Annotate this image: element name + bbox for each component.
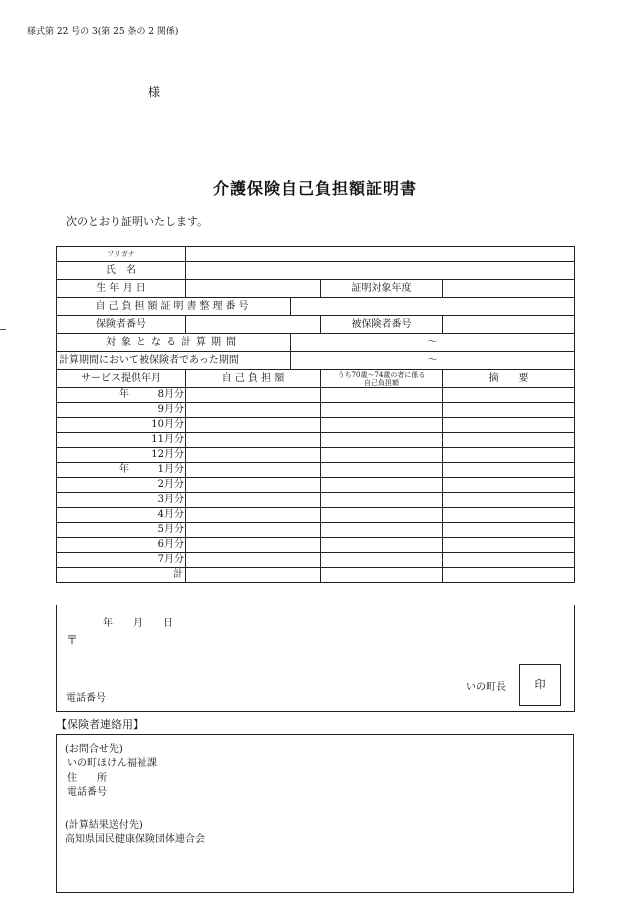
contact-phone-label: 電話番号 xyxy=(67,787,107,798)
month-row xyxy=(57,478,575,493)
month-age-70-74-cell[interactable] xyxy=(321,433,443,448)
cert-number-label: 自己負担額証明書整理番号 xyxy=(57,298,291,316)
month-year-label: 年 xyxy=(119,464,129,475)
birthdate-field[interactable] xyxy=(186,280,321,298)
inquiry-label: (お問合せ先) xyxy=(65,744,123,755)
contact-heading: 【保険者連絡用】 xyxy=(56,718,144,731)
cert-number-field[interactable] xyxy=(291,298,575,316)
month-age-70-74-cell[interactable] xyxy=(321,478,443,493)
month-row xyxy=(57,463,575,478)
seal-box: 印 xyxy=(519,664,561,706)
month-label-cell xyxy=(57,508,186,523)
month-row xyxy=(57,388,575,403)
total-age-cell[interactable] xyxy=(321,568,443,583)
month-label-cell xyxy=(57,448,186,463)
certification-date: 年 月 日 xyxy=(103,618,173,629)
month-remarks-cell[interactable] xyxy=(443,388,575,403)
month-remarks-cell[interactable] xyxy=(443,448,575,463)
month-row xyxy=(57,418,575,433)
month-remarks-cell[interactable] xyxy=(443,418,575,433)
form-number: 様式第 22 号の 3(第 25 条の 2 関係) xyxy=(27,27,179,37)
month-row xyxy=(57,538,575,553)
month-label-cell xyxy=(57,433,186,448)
calc-period-label: 対象となる計算期間 xyxy=(57,334,291,352)
insured-period-label: 計算期間において被保険者であった期間 xyxy=(57,352,291,370)
month-age-70-74-cell[interactable] xyxy=(321,538,443,553)
month-age-70-74-cell[interactable] xyxy=(321,463,443,478)
month-label: 10月分 xyxy=(151,419,184,430)
month-remarks-cell[interactable] xyxy=(443,463,575,478)
month-remarks-cell[interactable] xyxy=(443,553,575,568)
service-month-header: サービス提供年月 xyxy=(57,370,186,388)
document-title: 介護保険自己負担額証明書 xyxy=(212,179,417,198)
furigana-label: フリガナ xyxy=(57,247,186,262)
department-name: いの町ほけん福祉課 xyxy=(67,758,157,769)
name-field[interactable] xyxy=(186,262,575,280)
month-label: 11月分 xyxy=(151,434,184,445)
month-label-cell xyxy=(57,523,186,538)
phone-label: 電話番号 xyxy=(66,693,106,704)
insured-number-label: 被保険者番号 xyxy=(321,316,443,334)
postal-mark: 〒 xyxy=(66,633,79,647)
month-row xyxy=(57,448,575,463)
month-label-cell xyxy=(57,553,186,568)
month-self-pay-cell[interactable] xyxy=(186,478,321,493)
month-self-pay-cell[interactable] xyxy=(186,433,321,448)
month-row xyxy=(57,523,575,538)
target-year-field[interactable] xyxy=(443,280,575,298)
month-age-70-74-cell[interactable] xyxy=(321,418,443,433)
age-70-74-header xyxy=(321,370,443,388)
month-remarks-cell[interactable] xyxy=(443,478,575,493)
month-self-pay-cell[interactable] xyxy=(186,493,321,508)
insured-period-field[interactable]: ～ xyxy=(291,352,575,370)
month-self-pay-cell[interactable] xyxy=(186,418,321,433)
month-label-cell xyxy=(57,478,186,493)
target-year-label: 証明対象年度 xyxy=(321,280,443,298)
month-label: 2月分 xyxy=(157,479,184,490)
certificate-table xyxy=(56,246,575,583)
age-70-74-header-line1: うち70歳～74歳の者に係る xyxy=(337,370,426,379)
month-self-pay-cell[interactable] xyxy=(186,508,321,523)
month-row xyxy=(57,433,575,448)
month-self-pay-cell[interactable] xyxy=(186,538,321,553)
month-age-70-74-cell[interactable] xyxy=(321,523,443,538)
margin-mark xyxy=(0,329,6,330)
month-label: 3月分 xyxy=(157,494,184,505)
month-label-cell xyxy=(57,418,186,433)
month-year-label: 年 xyxy=(119,389,129,400)
calc-period-field[interactable]: ～ xyxy=(291,334,575,352)
insurer-number-label: 保険者番号 xyxy=(57,316,186,334)
month-label: 7月分 xyxy=(157,554,184,565)
addressee-suffix: 様 xyxy=(148,85,161,99)
month-self-pay-cell[interactable] xyxy=(186,553,321,568)
insured-number-field[interactable] xyxy=(443,316,575,334)
self-pay-header: 自 己 負 担 額 xyxy=(186,370,321,388)
remarks-header: 摘 要 xyxy=(443,370,575,388)
month-label: 5月分 xyxy=(157,524,184,535)
month-self-pay-cell[interactable] xyxy=(186,403,321,418)
total-self-pay-cell[interactable] xyxy=(186,568,321,583)
furigana-field[interactable] xyxy=(186,247,575,262)
address-label: 住 所 xyxy=(67,773,107,784)
month-remarks-cell[interactable] xyxy=(443,433,575,448)
month-row xyxy=(57,493,575,508)
month-label-cell xyxy=(57,403,186,418)
month-age-70-74-cell[interactable] xyxy=(321,553,443,568)
month-self-pay-cell[interactable] xyxy=(186,463,321,478)
send-to-label: (計算結果送付先) xyxy=(65,820,143,831)
month-remarks-cell[interactable] xyxy=(443,508,575,523)
month-label-cell xyxy=(57,463,186,478)
month-label: 12月分 xyxy=(151,449,184,460)
month-age-70-74-cell[interactable] xyxy=(321,508,443,523)
month-remarks-cell[interactable] xyxy=(443,538,575,553)
month-label: 8月分 xyxy=(157,389,184,400)
send-to-organization: 高知県国民健康保険団体連合会 xyxy=(65,834,205,845)
month-self-pay-cell[interactable] xyxy=(186,448,321,463)
birthdate-label: 生 年 月 日 xyxy=(57,280,186,298)
month-age-70-74-cell[interactable] xyxy=(321,403,443,418)
contact-box xyxy=(56,734,574,893)
month-label: 9月分 xyxy=(157,404,184,415)
month-row xyxy=(57,508,575,523)
total-label: 計 xyxy=(57,568,186,583)
month-remarks-cell[interactable] xyxy=(443,493,575,508)
month-label: 1月分 xyxy=(157,464,184,475)
month-self-pay-cell[interactable] xyxy=(186,388,321,403)
month-label: 4月分 xyxy=(157,509,184,520)
month-label: 6月分 xyxy=(157,539,184,550)
total-remarks-cell[interactable] xyxy=(443,568,575,583)
month-row xyxy=(57,553,575,568)
month-rows xyxy=(57,388,575,568)
month-row xyxy=(57,403,575,418)
month-age-70-74-cell[interactable] xyxy=(321,493,443,508)
month-age-70-74-cell[interactable] xyxy=(321,388,443,403)
mayor-title: いの町長 xyxy=(466,682,506,693)
month-remarks-cell[interactable] xyxy=(443,403,575,418)
month-label-cell xyxy=(57,388,186,403)
month-remarks-cell[interactable] xyxy=(443,523,575,538)
age-70-74-header-line2: 自己負担額 xyxy=(364,378,399,387)
month-age-70-74-cell[interactable] xyxy=(321,448,443,463)
intro-text: 次のとおり証明いたします。 xyxy=(66,215,209,228)
insurer-number-field[interactable] xyxy=(186,316,321,334)
month-label-cell xyxy=(57,493,186,508)
name-label: 氏 名 xyxy=(57,262,186,280)
month-label-cell xyxy=(57,538,186,553)
month-self-pay-cell[interactable] xyxy=(186,523,321,538)
